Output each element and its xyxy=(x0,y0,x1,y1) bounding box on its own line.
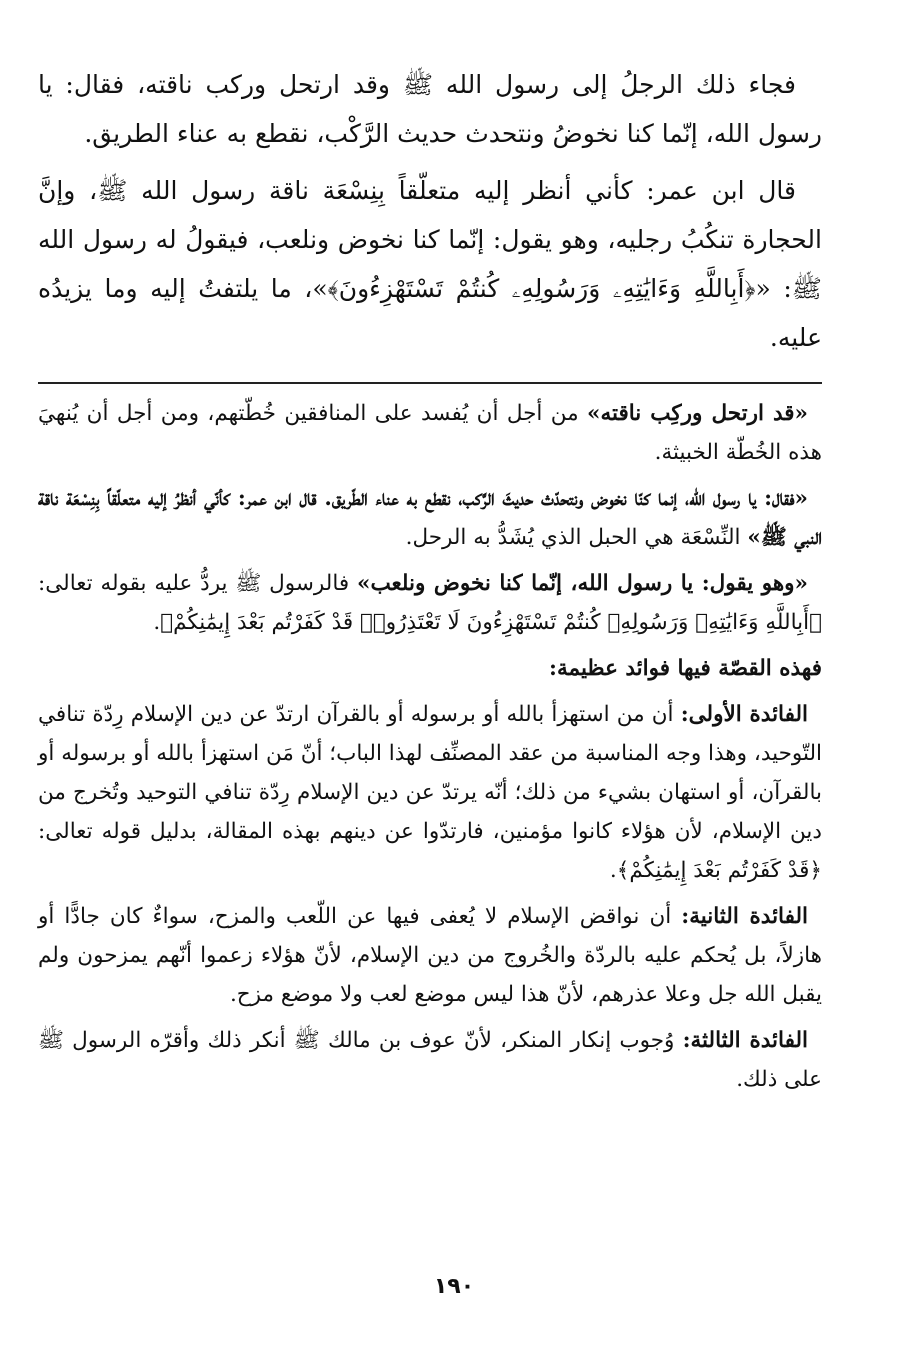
quoted-phrase: «قد ارتحل وركِب ناقته» xyxy=(587,401,808,426)
commentary-text-end: . xyxy=(153,610,161,635)
benefit-2 xyxy=(38,897,822,1014)
footnote-divider xyxy=(38,382,822,384)
commentary-paragraph-1 xyxy=(38,394,822,472)
commentary-text: النِّسْعَة هي الحبل الذي يُشَدُّ به الرحل. xyxy=(405,525,748,550)
benefit-label: الفائدة الثالثة: xyxy=(682,1028,808,1053)
benefit-1 xyxy=(38,695,822,890)
quoted-phrase: «وهو يقول: يا رسول الله، إنّما كنا نخوض ونلعب» xyxy=(357,571,808,596)
quran-verse: ﴿أَبِاللَّهِ وَءَايَٰتِهِۦ وَرَسُولِهِۦ كُنتُمْ تَسْتَهْزِءُونَ لَا تَعْتَذِرُوا۟ قَدْ كَفَرْتُم بَعْدَ إِيمَٰنِكُمْ﴾ xyxy=(160,610,822,635)
benefit-label: الفائدة الأولى: xyxy=(680,702,809,727)
benefit-text: أن نواقض الإسلام لا يُعفى فيها عن اللّعب والمزح، سواءٌ كان جادًّا أو هازلاً، بل يُحكم عليه بالردّة والخُروج من دين الإسلام، لأنّ هؤلاء زعموا أنّهم يمزحون ولم يقبل الله جل وعلا عذرهم، لأنّ هذا ليس موضع لعب ولا موضع مزح. xyxy=(38,904,822,1007)
page-number: ١٩٠ xyxy=(433,1274,475,1299)
benefit-text: وُجوب إنكار المنكر، لأنّ عوف بن مالك ﷺ أنكر ذلك وأقرّه الرسول ﷺ على ذلك. xyxy=(38,1028,822,1092)
main-paragraph-2: قال ابن عمر: كأني أنظر إليه متعلّقاً بِنِسْعَة ناقة رسول الله ﷺ، وإنَّ الحجارة تنكُبُ رجليه، وهو يقول: إنّما كنا نخوض ونلعب، فيقولُ له رسول الله ﷺ: «﴿أَبِاللَّهِ وَءَايَٰتِهِۦ وَرَسُولِهِۦ كُنتُمْ تَسْتَهْزِءُونَ﴾»، ما يلتفتُ إليه وما يزيدُه عليه. xyxy=(38,176,822,352)
page-body xyxy=(38,60,822,1106)
benefit-label: الفائدة الثانية: xyxy=(681,904,809,929)
quran-verse: ﴿قَدْ كَفَرْتُم بَعْدَ إِيمَٰنِكُمْ﴾ xyxy=(616,858,822,883)
commentary-paragraph-2 xyxy=(38,479,822,557)
commentary-paragraph-3 xyxy=(38,564,822,642)
commentary-text: من أجل أن يُفسد على المنافقين خُطّتهم، ومن أجل أن يُنهيَ هذه الخُطّة الخبيثة. xyxy=(38,401,822,465)
commentary-text: فالرسول ﷺ يردُّ عليه بقوله تعالى: xyxy=(38,571,357,596)
benefit-3 xyxy=(38,1021,822,1099)
benefit-text: أن من استهزأ بالله أو برسوله أو بالقرآن ارتدّ عن دين الإسلام رِدّة تنافي التّوحيد، وهذا وجه المناسبة من عقد المصنِّف لهذا الباب؛ أنّ مَن استهزأ بالله أو برسوله أو بالقرآن، أو استهان بشيء من ذلك؛ أنّه يرتدّ عن دين الإسلام رِدّة تنافي التوحيد وتُخرج من دين الإسلام، لأن هؤلاء كانوا مؤمنين، فارتدّوا عن دينهم بهذه المقالة، بدليل قوله تعالى: xyxy=(38,702,822,844)
main-paragraph-1: فجاء ذلك الرجلُ إلى رسول الله ﷺ وقد ارتحل وركب ناقته، فقال: يا رسول الله، إنّما كنا نخوضُ ونتحدث حديث الرَّكْب، نقطع به عناء الطريق. xyxy=(38,70,822,148)
benefit-text-end: . xyxy=(609,858,617,883)
quoted-phrase: «فقال: يا رسول الله، إنما كنّا نخوض ونتحدّث حديثَ الرَّكب، نقطع به عناء الطّريق. قال ابن عمر: كأنّي أنظرُ إليه متعلّقاً بِنِسْعَة ناقة النبي ﷺ» xyxy=(38,486,822,550)
section-heading: فهذه القصّة فيها فوائد عظيمة: xyxy=(549,656,822,681)
